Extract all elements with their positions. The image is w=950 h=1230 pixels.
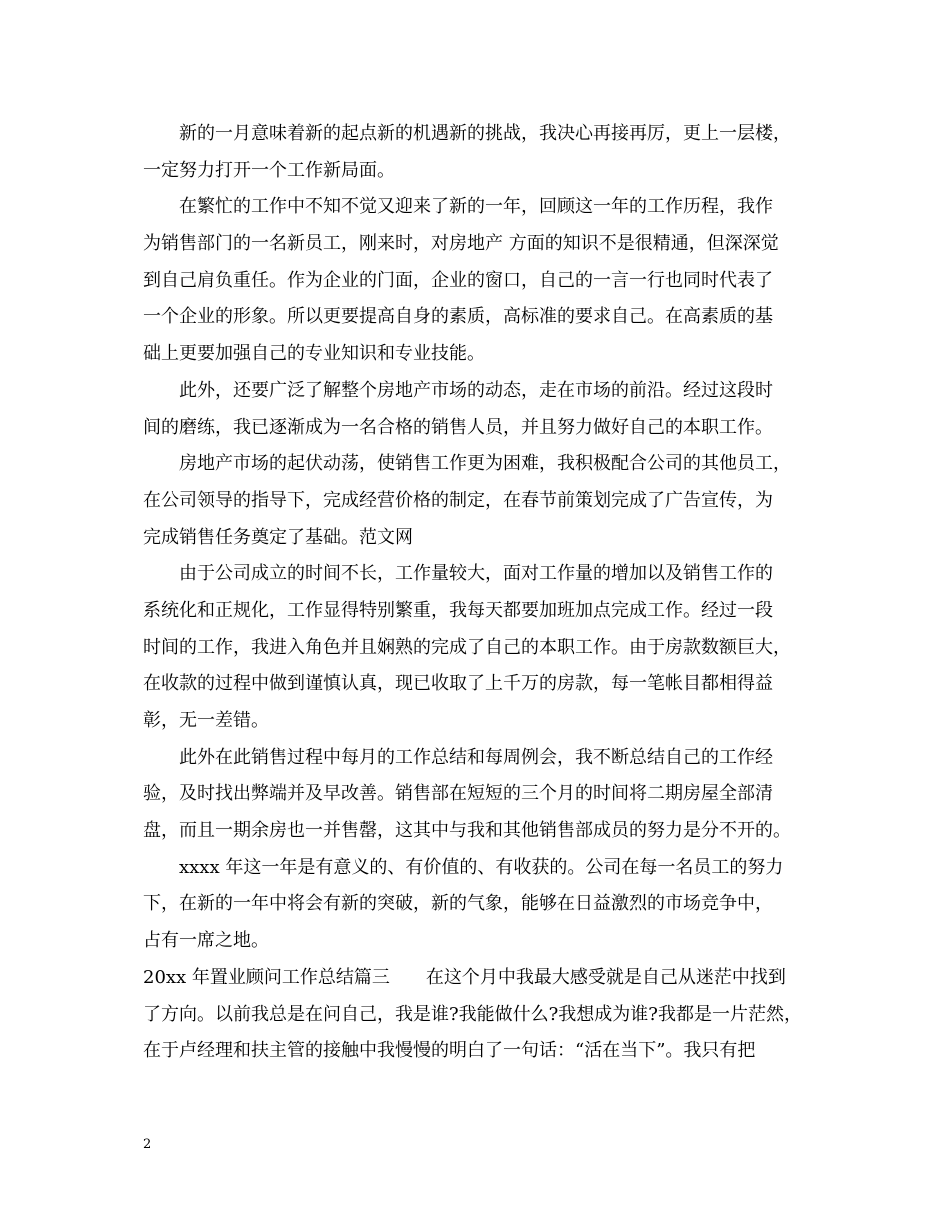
text-line: 占有一席之地。 [143,930,269,952]
text-line: 在公司领导的指导下，完成经营价格的制定，在春节前策划完成了广告宣传，为 [143,489,773,511]
text-line: 盘，而且一期余房也一并售罄，这其中与我和其他销售部成员的努力是分不开的。 [143,820,791,842]
text-line: 时间的工作，我进入角色并且娴熟的完成了自己的本职工作。由于房款数额巨大， [143,636,791,658]
page-number: 2 [143,1137,152,1152]
text-line: 一个企业的形象。所以更要提高自身的素质，高标准的要求自己。在高素质的基 [143,306,773,328]
text-line: 了方向。以前我总是在问自己，我是谁?我能做什么?我想成为谁?我都是一片茫然， [143,1003,802,1025]
text-line: 在于卢经理和扶主管的接触中我慢慢的明白了一句话：“活在当下”。我只有把 [143,1040,756,1062]
text-line: 在繁忙的工作中不知不觉又迎来了新的一年，回顾这一年的工作历程，我作 [179,196,773,218]
text-line: 房地产市场的起伏动荡，使销售工作更为困难，我积极配合公司的其他员工， [179,453,791,475]
text-line: 20xx 年置业顾问工作总结篇三 在这个月中我最大感受就是自己从迷茫中找到 [143,966,786,988]
text-line: 为销售部门的一名新员工，刚来时，对房地产 方面的知识不是很精通，但深深觉 [143,233,779,255]
text-line: 新的一月意味着新的起点新的机遇新的挑战，我决心再接再厉，更上一层楼， [179,123,791,144]
text-line: 验，及时找出弊端并及早改善。销售部在短短的三个月的时间将二期房屋全部清 [143,783,773,805]
text-line: 下，在新的一年中将会有新的突破，新的气象，能够在日益激烈的市场竞争中， [143,893,773,915]
text-line: 此外在此销售过程中每月的工作总结和每周例会，我不断总结自己的工作经 [179,746,773,768]
body-text [143,116,808,1070]
text-line: 到自己肩负重任。作为企业的门面，企业的窗口，自己的一言一行也同时代表了 [143,269,773,291]
text-line: 完成销售任务奠定了基础。范文网 [143,526,413,548]
text-line: 础上更要加强自己的专业知识和专业技能。 [143,343,485,365]
text-line: 此外，还要广泛了解整个房地产市场的动态，走在市场的前沿。经过这段时 [179,379,773,401]
text-line: 由于公司成立的时间不长，工作量较大，面对工作量的增加以及销售工作的 [179,563,773,585]
text-line: 一定努力打开一个工作新局面。 [143,159,395,181]
text-line: 彰，无一差错。 [143,710,269,731]
text-line: 间的磨练，我已逐渐成为一名合格的销售人员，并且努力做好自己的本职工作。 [143,416,773,438]
text-line: xxxx 年这一年是有意义的、有价值的、有收获的。公司在每一名员工的努力 [179,856,784,878]
text-line: 在收款的过程中做到谨慎认真，现已收取了上千万的房款，每一笔帐目都相得益 [143,673,773,695]
text-line: 系统化和正规化，工作显得特别繁重，我每天都要加班加点完成工作。经过一段 [143,599,773,621]
